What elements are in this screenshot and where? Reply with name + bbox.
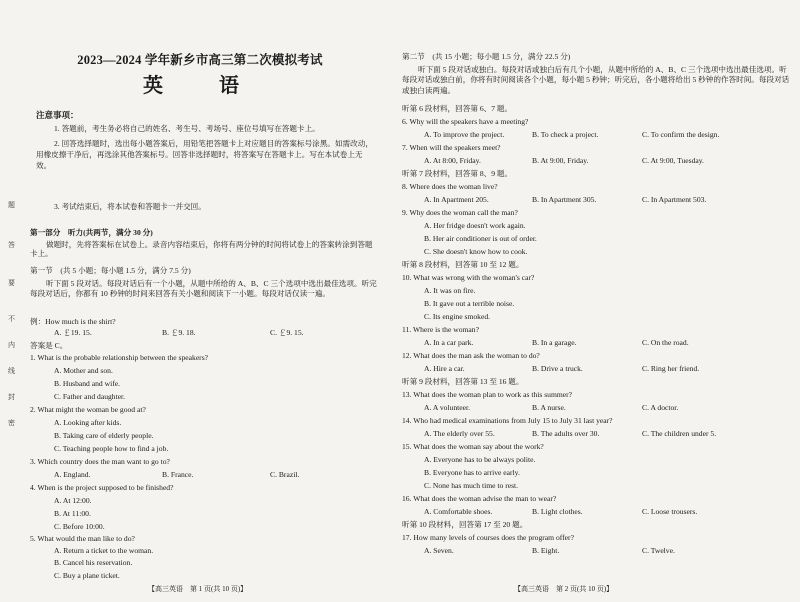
option-c: C. To confirm the design. (642, 130, 720, 139)
section2-instructions: 听下面 5 段对话或独白。每段对话或独白后有几个小题，从题中所给的 A、B、C 三个选项中选出最佳选项。听每段对话或独白前，你将有时间阅读各个小题，每小题 5 秒钟；听完后，各小题将给出 5 秒钟的作答时间。每段对话或独白读两遍。 (402, 65, 790, 95)
example-question: 例：How much is the shirt? (30, 317, 116, 326)
option-a: A. In Apartment 205. (424, 195, 489, 204)
option-b: B. Cancel his reservation. (54, 558, 133, 567)
option-a: A. Mother and son. (54, 366, 113, 375)
question-14: 14. Who had medical examinations from July 15 to July 31 last year? (402, 416, 613, 425)
option-a: A. Her fridge doesn't work again. (424, 221, 526, 230)
page-footer-right: 【高三英语 第 2 页(共 10 页)】 (514, 585, 614, 593)
question-4: 4. When is the project supposed to be finished? (30, 483, 174, 492)
option-a: A. Return a ticket to the woman. (54, 546, 154, 555)
option-c: C. She doesn't know how to cook. (424, 247, 528, 256)
question-8: 8. Where does the woman live? (402, 182, 498, 191)
question-9: 9. Why does the woman call the man? (402, 208, 518, 217)
notice-item: 3. 考试结束后，将本试卷和答题卡一并交回。 (54, 202, 206, 211)
option-c: C. The children under 5. (642, 429, 717, 438)
option-b: B. It gave out a terrible noise. (424, 299, 515, 308)
option-a: A. At 12:00. (54, 496, 92, 505)
example-option-c: C. ￡9. 15. (270, 328, 304, 337)
option-b: B. Taking care of elderly people. (54, 431, 154, 440)
question-12: 12. What does the man ask the woman to do? (402, 351, 540, 360)
option-c: C. On the road. (642, 338, 689, 347)
example-option-a: A. ￡19. 15. (54, 328, 92, 337)
option-a: A. Seven. (424, 546, 454, 555)
question-17: 17. How many levels of courses does the program offer? (402, 533, 574, 542)
part1-instructions: 做题时，先将答案标在试卷上。录音内容结束后，你将有两分钟的时间将试卷上的答案转涂到答题卡上。 (30, 240, 373, 259)
option-b: B. To check a project. (532, 130, 599, 139)
example-option-b: B. ￡9. 18. (162, 328, 196, 337)
exam-title: 2023—2024 学年新乡市高三第二次模拟考试 (77, 53, 323, 67)
question-10: 10. What was wrong with the woman's car? (402, 273, 535, 282)
gutter-char: 不 (8, 315, 15, 323)
option-a: A. Everyone has to be always polite. (424, 455, 536, 464)
option-c: C. At 9:00, Tuesday. (642, 156, 704, 165)
option-a: A. The elderly over 55. (424, 429, 495, 438)
option-c: C. Buy a plane ticket. (54, 571, 120, 580)
gutter-char: 要 (8, 279, 15, 287)
right-column (402, 0, 794, 602)
question-16: 16. What does the woman advise the man to wear? (402, 494, 557, 503)
option-a: A. Comfortable shoes. (424, 507, 493, 516)
option-b: B. At 11:00. (54, 509, 91, 518)
option-a: A. A volunteer. (424, 403, 470, 412)
option-a: A. Hire a car. (424, 364, 465, 373)
question-3: 3. Which country does the man want to go to? (30, 457, 170, 466)
question-6: 6. Why will the speakers have a meeting? (402, 117, 529, 126)
option-b: B. In a garage. (532, 338, 577, 347)
gutter-char: 题 (8, 201, 15, 209)
option-c: C. None has much time to rest. (424, 481, 519, 490)
subject-title: 英 语 (143, 73, 257, 97)
question-1: 1. What is the probable relationship between the speakers? (30, 353, 209, 362)
section2-heading: 第二节 (共 15 小题；每小题 1.5 分，满分 22.5 分) (402, 52, 571, 61)
option-b: B. Everyone has to arrive early. (424, 468, 520, 477)
question-13: 13. What does the woman plan to work as this summer? (402, 390, 573, 399)
option-b: B. Her air conditioner is out of order. (424, 234, 537, 243)
option-a: A. In a car park. (424, 338, 474, 347)
option-c: C. A doctor. (642, 403, 679, 412)
notice-item: 2. 回答选择题时，选出每小题答案后，用铅笔把答题卡上对应题目的答案标号涂黑。如需改动，用橡皮擦干净后，再选涂其他答案标号。回答非选择题时，将答案写在答题卡上。写在本试卷上无效。 (36, 139, 373, 170)
question-5: 5. What would the man like to do? (30, 534, 135, 543)
option-a: A. At 8:00, Friday. (424, 156, 481, 165)
material-8: 听第 8 段材料，回答第 10 至 12 题。 (402, 260, 524, 269)
option-a: A. To improve the project. (424, 130, 505, 139)
option-b: B. Drive a truck. (532, 364, 583, 373)
material-10: 听第 10 段材料，回答第 17 至 20 题。 (402, 520, 528, 529)
question-11: 11. Where is the woman? (402, 325, 479, 334)
option-c: C. Teaching people how to find a job. (54, 444, 169, 453)
material-7: 听第 7 段材料，回答第 8、9 题。 (402, 169, 513, 178)
gutter-char: 封 (8, 393, 15, 401)
binding-gutter (0, 0, 22, 602)
question-7: 7. When will the speakers meet? (402, 143, 501, 152)
material-9: 听第 9 段材料，回答第 13 至 16 题。 (402, 377, 524, 386)
gutter-char: 线 (8, 367, 15, 375)
gutter-char: 内 (8, 341, 15, 349)
option-b: B. Husband and wife. (54, 379, 121, 388)
option-b: B. Eight. (532, 546, 560, 555)
left-column (30, 0, 400, 602)
option-b: B. The adults over 30. (532, 429, 600, 438)
question-2: 2. What might the woman be good at? (30, 405, 146, 414)
section1-heading: 第一节 (共 5 小题；每小题 1.5 分，满分 7.5 分) (30, 266, 191, 275)
option-c: C. Its engine smoked. (424, 312, 491, 321)
option-a: A. It was on fire. (424, 286, 476, 295)
notice-item: 1. 答题前，考生务必将自己的姓名、考生号、考场号、座位号填写在答题卡上。 (54, 124, 320, 133)
option-b: B. In Apartment 305. (532, 195, 597, 204)
option-c: C. Before 10:00. (54, 522, 105, 531)
page-footer-left: 【高三英语 第 1 页(共 10 页)】 (148, 585, 248, 593)
part1-heading: 第一部分 听力(共两节，满分 30 分) (30, 228, 153, 237)
gutter-char: 密 (8, 419, 15, 427)
option-a: A. England. (54, 470, 91, 479)
example-answer: 答案是 C。 (30, 341, 68, 350)
question-15: 15. What does the woman say about the work? (402, 442, 544, 451)
option-c: C. Twelve. (642, 546, 675, 555)
option-a: A. Looking after kids. (54, 418, 122, 427)
option-b: B. A nurse. (532, 403, 566, 412)
option-c: C. Brazil. (270, 470, 300, 479)
gutter-char: 答 (8, 241, 15, 249)
option-b: B. France. (162, 470, 194, 479)
material-6: 听第 6 段材料，回答第 6、7 题。 (402, 104, 513, 113)
section1-instructions: 听下面 5 段对话。每段对话后有一个小题，从题中所给的 A、B、C 三个选项中选出最佳选项。听完每段对话后，你都有 10 秒钟的时间来回答有关小题和阅读下一小题。每段对话仅读一遍。 (30, 279, 377, 299)
option-c: C. Father and daughter. (54, 392, 126, 401)
option-c: C. Ring her friend. (642, 364, 700, 373)
option-c: C. Loose trousers. (642, 507, 698, 516)
option-b: B. At 9:00, Friday. (532, 156, 589, 165)
option-c: C. In Apartment 503. (642, 195, 707, 204)
notice-heading: 注意事项： (36, 110, 79, 120)
option-b: B. Light clothes. (532, 507, 583, 516)
